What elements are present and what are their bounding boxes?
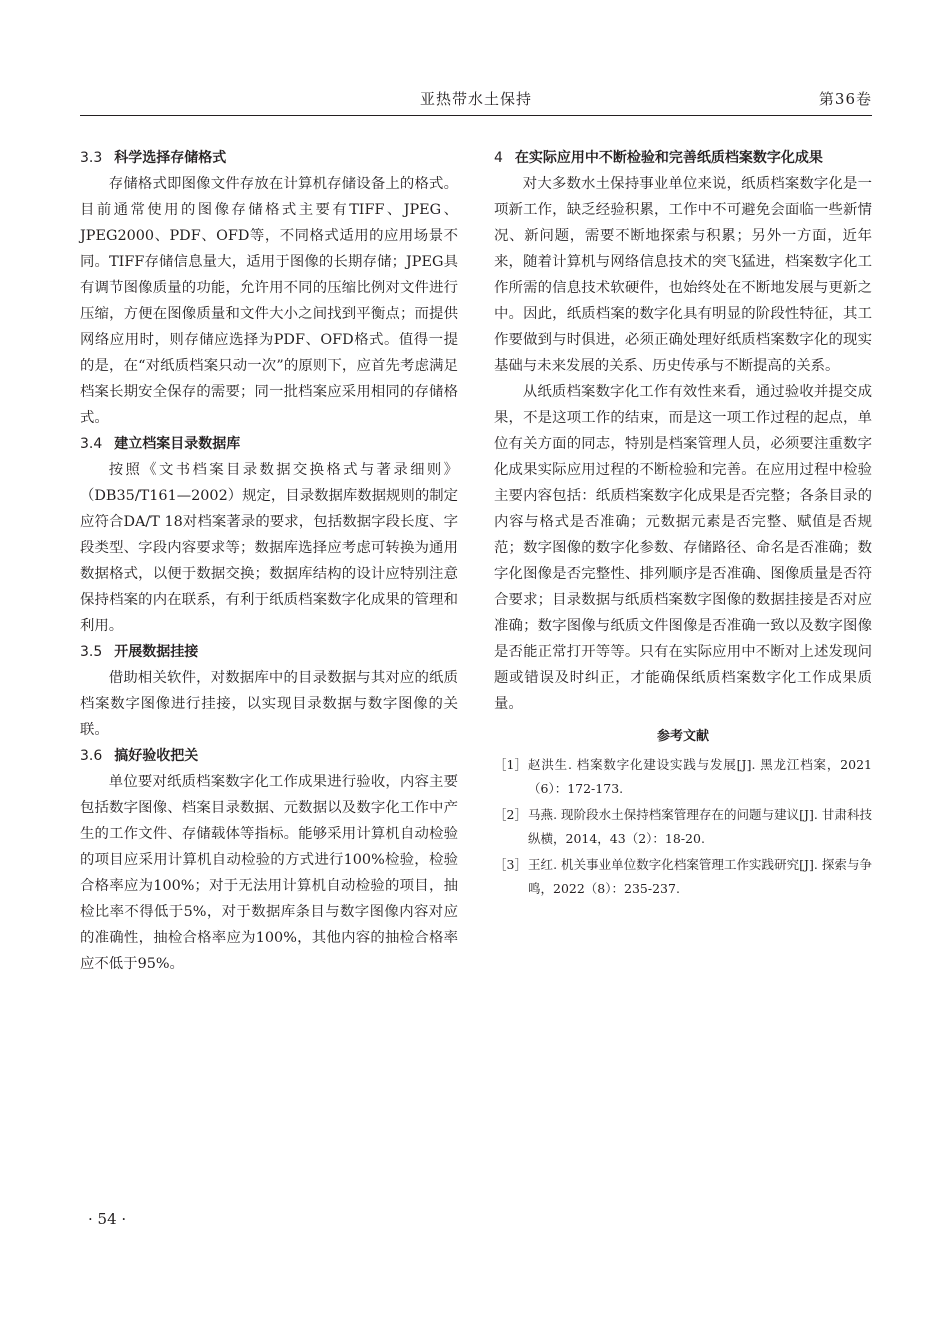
reference-text: 赵洪生. 档案数字化建设实践与发展[J]. 黑龙江档案，2021（6）：172-173.	[528, 757, 872, 796]
section-title: 开展数据挂接	[114, 644, 199, 660]
section-heading-3-5	[80, 639, 458, 665]
page-number: · 54 ·	[88, 1210, 127, 1228]
section-heading-4	[494, 145, 872, 171]
section-number: 3.6	[80, 748, 103, 764]
right-column	[494, 145, 872, 903]
section-title: 建立档案目录数据库	[114, 436, 241, 452]
section-3-4-paragraph: 按照《文书档案目录数据交换格式与著录细则》（DB35/T161—2002）规定，目录数据库数据规则的制定应符合DA/T 18对档案著录的要求，包括数据字段长度、字段类型、字段内容要求等；数据库选择应考虑可转换为通用数据格式，以便于数据交换；数据库结构的设计应特别注意保持档案的内在联系，有利于纸质档案数字化成果的管理和利用。	[80, 462, 458, 634]
reference-number: ［1］	[494, 757, 527, 772]
left-column	[80, 145, 458, 977]
section-title: 搞好验收把关	[114, 748, 199, 764]
reference-number: ［3］	[494, 857, 527, 872]
section-heading-3-4	[80, 431, 458, 457]
reference-list	[494, 753, 872, 901]
volume-label: 第36卷	[818, 90, 872, 108]
section-number: 3.5	[80, 644, 103, 660]
reference-item	[494, 753, 872, 801]
journal-title: 亚热带水土保持	[419, 90, 532, 108]
section-number: 3.3	[80, 150, 103, 166]
section-4-paragraph-1: 对大多数水土保持事业单位来说，纸质档案数字化是一项新工作，缺乏经验积累，工作中不可避免会面临一些新情况、新问题，需要不断地探索与积累；另外一方面，近年来，随着计算机与网络信息技术的突飞猛进，档案数字化工作所需的信息技术软硬件，也始终处在不断地发展与更新之中。因此，纸质档案的数字化具有明显的阶段性特征，其工作要做到与时俱进，必须正确处理好纸质档案数字化的现实基础与未来发展的关系、历史传承与不断提高的关系。	[494, 176, 872, 374]
running-header	[80, 88, 872, 114]
section-number: 4	[494, 150, 503, 166]
reference-text: 马燕. 现阶段水土保持档案管理存在的问题与建议[J]. 甘肃科技纵横，2014，43（2）：18-20.	[528, 807, 872, 846]
section-4-paragraph-2: 从纸质档案数字化工作有效性来看，通过验收并提交成果，不是这项工作的结束，而是这一项工作过程的起点，单位有关方面的同志，特别是档案管理人员，必须要注重数字化成果实际应用过程的不断检验和完善。在应用过程中检验主要内容包括：纸质档案数字化成果是否完整；各条目录的内容与格式是否准确；元数据元素是否完整、赋值是否规范；数字图像的数字化参数、存储路径、命名是否准确；数字化图像是否完整性、排列顺序是否准确、图像质量是否符合要求；目录数据与纸质档案数字图像的数据挂接是否对应准确；数字图像与纸质文件图像是否准确一致以及数字图像是否能正常打开等等。只有在实际应用中不断对上述发现问题或错误及时纠正，才能确保纸质档案数字化工作成果质量。	[494, 384, 872, 712]
section-title: 科学选择存储格式	[114, 150, 227, 166]
reference-number: ［2］	[494, 807, 527, 822]
reference-text: 王红. 机关事业单位数字化档案管理工作实践研究[J]. 探索与争鸣，2022（8）：235-237.	[528, 857, 872, 896]
reference-item	[494, 853, 872, 901]
header-rule	[80, 115, 872, 116]
references-heading: 参考文献	[656, 729, 709, 744]
reference-item	[494, 803, 872, 851]
section-title: 在实际应用中不断检验和完善纸质档案数字化成果	[514, 150, 823, 166]
section-3-5-paragraph: 借助相关软件，对数据库中的目录数据与其对应的纸质档案数字图像进行挂接，以实现目录数据与数字图像的关联。	[80, 670, 458, 738]
section-3-6-paragraph: 单位要对纸质档案数字化工作成果进行验收，内容主要包括数字图像、档案目录数据、元数据以及数字化工作中产生的工作文件、存储载体等指标。能够采用计算机自动检验的项目应采用计算机自动检验的方式进行100%检验，检验合格率应为100%；对于无法用计算机自动检验的项目，抽检比率不得低于5%，对于数据库条目与数字图像内容对应的准确性，抽检合格率应为100%，其他内容的抽检合格率应不低于95%。	[80, 774, 458, 972]
section-number: 3.4	[80, 436, 103, 452]
section-heading-3-3	[80, 145, 458, 171]
section-heading-3-6	[80, 743, 458, 769]
section-3-3-paragraph: 存储格式即图像文件存放在计算机存储设备上的格式。目前通常使用的图像存储格式主要有TIFF、JPEG、JPEG2000、PDF、OFD等，不同格式适用的应用场景不同。TIFF存储信息量大，适用于图像的长期存储；JPEG具有调节图像质量的功能，允许用不同的压缩比例对文件进行压缩，方便在图像质量和文件大小之间找到平衡点；而提供网络应用时，则存储应选择为PDF、OFD格式。值得一提的是，在“对纸质档案只动一次”的原则下，应首先考虑满足档案长期安全保存的需要；同一批档案应采用相同的存储格式。	[80, 176, 458, 426]
